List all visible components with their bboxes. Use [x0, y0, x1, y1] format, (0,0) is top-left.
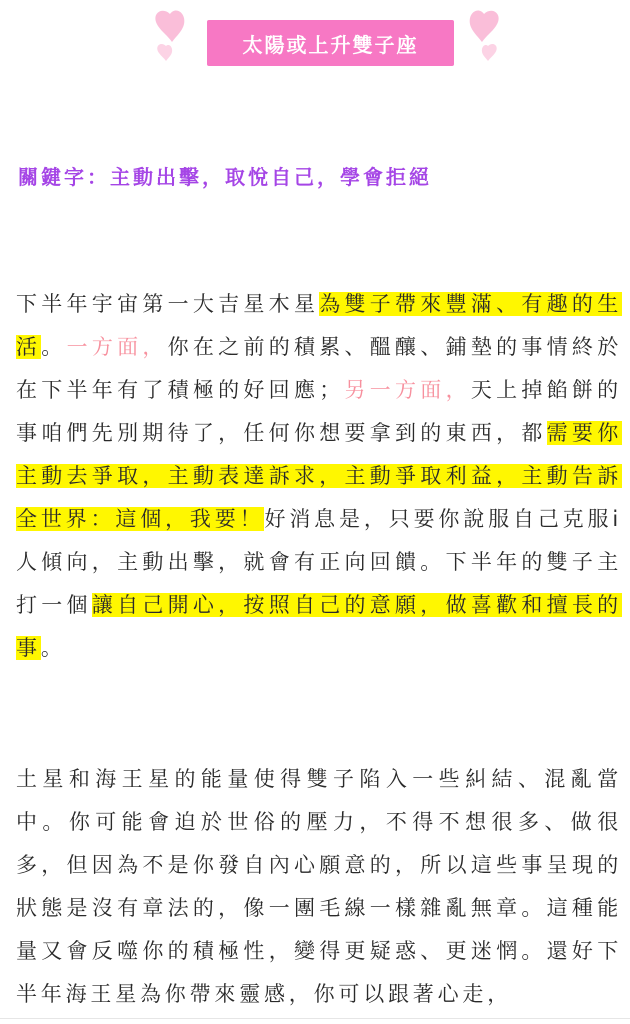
pink-text-span: 另一方面，: [344, 378, 471, 402]
text-span: 。: [41, 335, 67, 359]
text-span: 你在之前的積累、醞釀、鋪墊的事情終於在下半年有了積極的好回應；: [16, 335, 622, 402]
highlight-span: 為雙子帶來豐滿、有趣的生活: [16, 292, 622, 359]
heart-icon: [152, 8, 192, 64]
paragraph-saturn-neptune: 土星和海王星的能量使得雙子陷入一些糾結、混亂當中。你可能會迫於世俗的壓力，不得不想很多、做很多，但因為不是你發自內心願意的，所以這些事呈現的狀態是沒有章法的，像一團毛線一樣雜亂無章。這種能量又會反噬你的積極性，變得更疑惑、更迷惘。還好下半年海王星為你帶來靈感，你可以跟著心走，: [16, 767, 622, 1006]
text-span: 天上掉餡餅的事咱們先別期待了，任何你想要拿到的東西，都: [16, 378, 622, 445]
header: [0, 0, 630, 80]
text-span: 好消息是，只要你說服自己克服i人傾向，主動出擊，就會有正向回饋。下半年的雙子主打一個: [16, 507, 622, 617]
pink-text-span: 一方面，: [66, 335, 168, 359]
keywords-line: 關鍵字：主動出擊，取悅自己，學會拒絕: [18, 165, 432, 189]
page-title: 太陽或上升雙子座: [207, 20, 454, 66]
text-span: 。: [40, 636, 66, 660]
heart-icon: [462, 8, 502, 64]
highlight-span: 讓自己開心，按照自己的意願，做喜歡和擅長的事: [16, 593, 622, 660]
divider: [0, 1018, 630, 1019]
highlight-span: 需要你主動去爭取，主動表達訴求，主動爭取利益，主動告訴全世界：這個，我要！: [16, 421, 622, 531]
paragraph-jupiter: [16, 283, 622, 670]
text-span: 下半年宇宙第一大吉星木星: [16, 292, 320, 316]
